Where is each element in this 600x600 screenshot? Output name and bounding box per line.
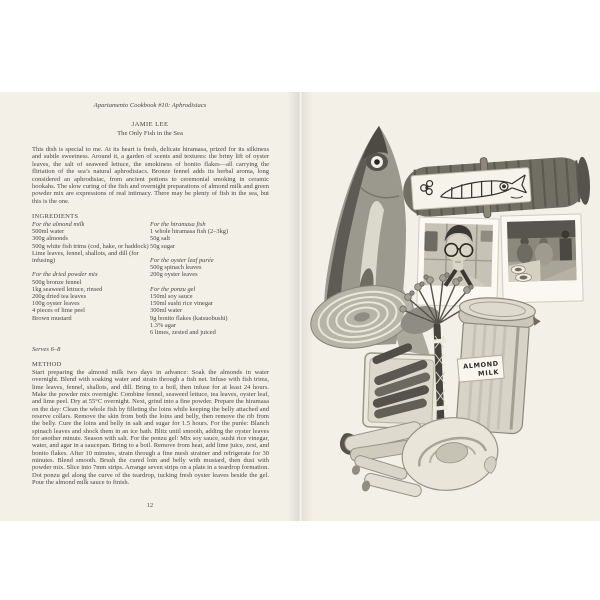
page-number: 12 [146,502,154,509]
polaroid-scene [501,214,583,303]
ingredient-group-heading: For the dried powder mix [32,271,98,279]
ingredient-item: 300ml water [150,307,183,315]
ingredient-list [32,228,150,264]
ingredient-item: 100g oyster leaves [32,300,80,308]
ingredient-group [150,257,269,279]
almond-milk-jar [451,296,542,435]
ingredient-group [32,221,150,264]
method-paragraph: Start preparing the almond milk two days in advance: Soak the almonds in water overnight. Blend with soaking water and strain through a fish net. Infuse with fish trims, lime leaves, fennel, shallots, and dill. Bring to a boil, then infuse for at least 24 hours. Make the powder mix overnight: Combine fennel, seaweed lettuce, tea leaves, oyster leaf, and lime peel. Dry at 55°C overnight. Next, grind into a fine powder. Prepare the hiramasa on the day: Clean the whole fish by filleting the loins while keeping the belly attached and reserve collars. Remove the skin from both the loins and belly, then remove the rib from the belly. Cure the loins and belly in salt and sugar for 1.5 hours. For the purée: Blanch spinach leaves and shock them in an ice bath. Blitz until smooth, adding the oyster leaves for another minute. Season with salt. For the ponzu gel: Mix soy sauce, sushi rice vinegar, water, and agar in a saucepan. Bring to a boil. Remove from heat, add lime juice, zest, and bonito flakes. After 10 minutes, strain through a fine mesh strainer and refrigerate for 30 minutes. Blend smooth. Brush the cured loin and belly with mustard, then dust with powder mix. Slice into 7mm strips. Arrange seven strips on a plate in a teardrop formation. Dot ponzu gel along the curve of the teardrop, tucking fresh oyster leaves beside the gel. Pour the almond milk sauce to finish. [32,369,269,487]
ingredient-group [150,286,269,336]
jar-label-line2: MILK [477,368,500,378]
ingredient-item: Lime leaves, fennel, shallots, and dill (for infusing) [32,249,139,265]
fish-eye [366,153,388,171]
ingredient-item: 200g oyster leaves [150,271,198,279]
ingredient-list [32,279,150,322]
ingredient-item: 4 pieces of lime peel [32,307,85,315]
ingredient-group-heading: For the ponzu gel [150,285,196,293]
ingredient-item: 1.3% agar [150,321,176,329]
ingredient-group-heading: For the oyster leaf purée [150,257,214,264]
method-heading: METHOD [32,361,62,368]
jar-label [457,355,504,382]
ingredient-item: 200g dried tea leaves [32,293,87,301]
ingredients-column-2 [150,221,269,343]
ingredient-item: 1 whole hiramasa fish (2–3kg) [150,228,229,236]
ingredients-column-1 [32,221,150,343]
ingredient-list [150,228,269,250]
ingredient-item: 500g spinach leaves [150,264,202,272]
cookbook-spread [0,92,600,521]
ingredient-item: 9g bonito flakes (katsuobushi) [150,314,228,322]
ingredient-item: 500g white fish trims (cod, hake, or haddock) [32,242,149,250]
author-name: JAMIE LEE [131,121,169,128]
ingredient-item: 6 limes, zested and juiced [150,329,216,337]
ingredient-item: 50g sugar [150,242,176,250]
jar-label-line1: ALMOND [462,359,500,371]
ingredient-item: 300g almonds [32,235,69,243]
recipe-title: The Only Fish in the Sea [117,130,183,137]
series-kicker: Apartamento Cookbook #10: Aphrodisiacs [93,102,207,109]
serves-note: Serves 6–8 [32,346,61,353]
ingredient-item: 1kg seaweed lettuce, rinsed [32,285,103,293]
ingredient-item: 150ml sushi rice vinegar [150,300,214,308]
ingredient-item: 150ml soy sauce [150,293,193,300]
ingredient-list [150,264,269,278]
ingredient-item: Brown mustard [32,314,72,322]
ingredient-group-heading: For the hiramasa fish [150,221,206,228]
left-page [0,92,300,521]
ingredients-columns [32,221,269,343]
bamboo-mat [401,150,592,223]
right-page [300,92,600,521]
ingredients-heading: INGREDIENTS [32,213,79,220]
ingredient-item: 500g bronze fennel [32,278,82,286]
ingredient-item: 50g salt [150,235,171,243]
ingredient-group [150,221,269,250]
intro-paragraph: This dish is special to me. At its heart is fresh, delicate hiramasa, prized for its silkiness and subtle sweetness. Around it, a garden of scents and textures: the briny lift of oyster leaves, the salt of seaweed lettuce, the smokiness of bonito flakes—all carrying the flirtation of the sea’s natural aphrodisiacs. Bronze fennel adds its herbal aroma, long considered an aphrodisiac, from ancient potions to ceremonial smoking in ceramic hookahs. The slow curing of the fish and overnight preparations of almond milk and green powder mix are expressions of real intimacy. There may be plenty of fish in the sea, but this is the one. [32,146,269,205]
ingredient-group-heading: For the almond milk [32,221,85,228]
polaroid-portrait [417,217,499,307]
aphrodisiac-still-life-illustration [300,92,600,521]
ingredient-list [150,293,269,336]
ingredient-group [32,271,150,321]
ingredient-item: 500ml water [32,228,65,236]
